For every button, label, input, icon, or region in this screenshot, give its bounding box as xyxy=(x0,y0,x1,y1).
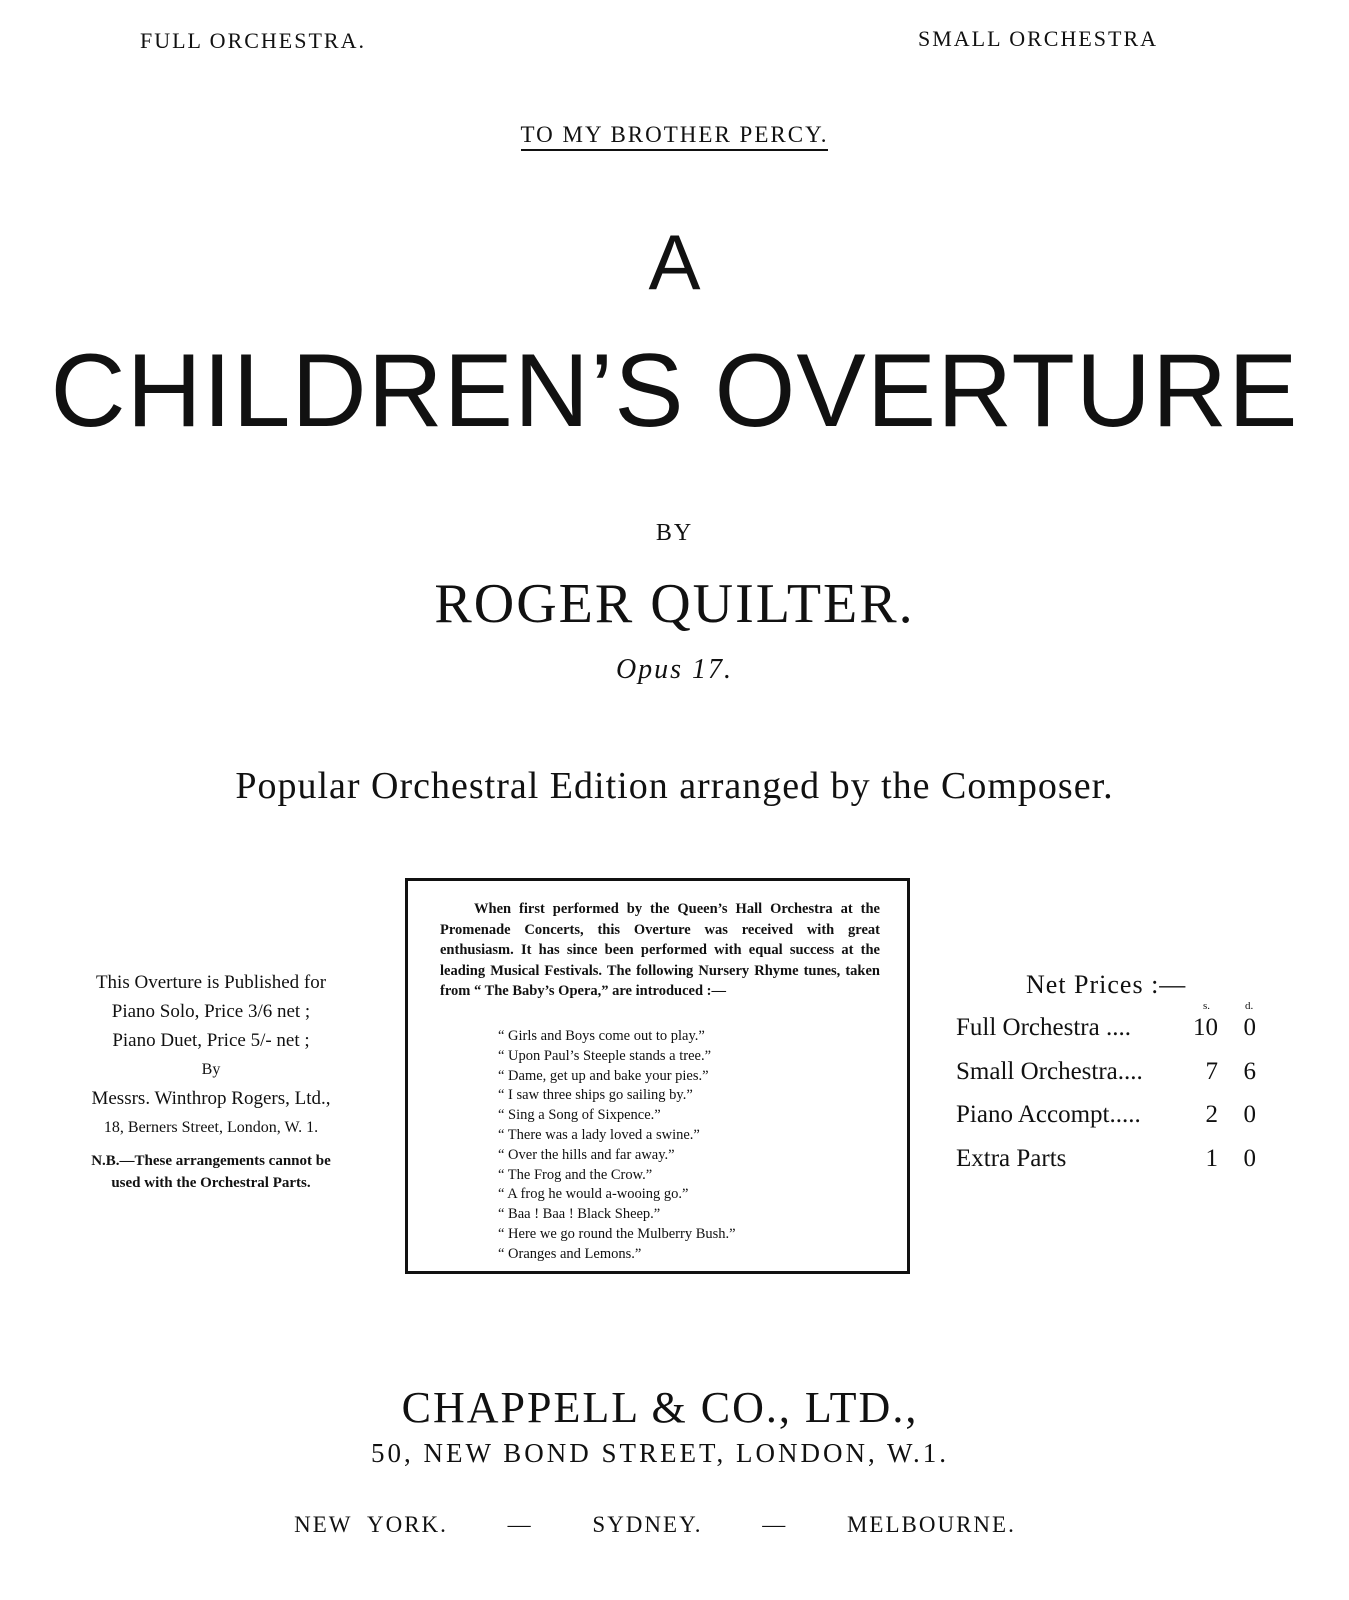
list-item: “ I saw three ships go sailing by.” xyxy=(498,1087,693,1104)
city-sydney: SYDNEY. xyxy=(592,1512,703,1537)
net-prices-title: Net Prices :— xyxy=(1026,970,1187,999)
price-shillings: 1 xyxy=(1205,1145,1218,1172)
list-item: “ There was a lady loved a swine.” xyxy=(498,1126,700,1143)
nb-line: N.B.—These arrangements cannot be xyxy=(91,1153,331,1169)
list-item: “ Sing a Song of Sixpence.” xyxy=(498,1107,661,1124)
price-pence: 0 xyxy=(1243,1145,1256,1172)
tune-list xyxy=(498,1027,898,1265)
price-row xyxy=(956,1101,1256,1135)
list-item: “ Baa ! Baa ! Black Sheep.” xyxy=(498,1206,661,1223)
separator-dash: — xyxy=(507,1512,533,1537)
dedication xyxy=(0,122,1349,148)
header-small-orchestra: SMALL ORCHESTRA xyxy=(918,26,1159,51)
title-article: A xyxy=(648,218,701,306)
publication-line: Piano Solo, Price 3/6 net ; xyxy=(111,1001,311,1022)
price-pence: 0 xyxy=(1243,1014,1256,1041)
publication-line: This Overture is Published for xyxy=(95,972,327,993)
price-label: Full Orchestra .... xyxy=(956,1014,1131,1041)
info-box xyxy=(405,878,910,1274)
list-item: “ Here we go round the Mulberry Bush.” xyxy=(498,1225,736,1242)
price-shillings: 2 xyxy=(1205,1101,1218,1128)
publication-line: Piano Duet, Price 5/- net ; xyxy=(112,1030,310,1051)
nb-note xyxy=(56,1150,366,1194)
price-label: Piano Accompt..... xyxy=(956,1101,1141,1128)
publication-line: 18, Berners Street, London, W. 1. xyxy=(103,1119,319,1136)
list-item: “ Oranges and Lemons.” xyxy=(498,1245,642,1262)
opus-number: Opus 17. xyxy=(615,654,734,685)
edition-line: Popular Orchestral Edition arranged by the Composer. xyxy=(235,765,1114,807)
list-item: “ A frog he would a-wooing go.” xyxy=(498,1186,689,1203)
list-item: “ Over the hills and far away.” xyxy=(498,1146,675,1163)
price-row xyxy=(956,1145,1256,1179)
city-melbourne: MELBOURNE. xyxy=(846,1512,1016,1537)
info-box-intro-text: When first performed by the Queen’s Hall Orchestra at the Promenade Concerts, this Overture was received with great enthusiasm. It has since been performed with equal success at the leading Musical Festivals. The following Nursery Rhyme tunes, taken from “ The Baby’s Opera,” are introduced :— xyxy=(440,901,880,999)
header-full-orchestra: FULL ORCHESTRA. xyxy=(140,28,366,53)
price-shillings: 7 xyxy=(1205,1058,1218,1085)
composer-name: ROGER QUILTER. xyxy=(434,573,915,635)
list-item: “ The Frog and the Crow.” xyxy=(498,1166,653,1183)
by-line: BY xyxy=(655,520,694,546)
publication-line: Messrs. Winthrop Rogers, Ltd., xyxy=(91,1088,331,1109)
page-title: CHILDREN’S OVERTURE xyxy=(50,333,1299,449)
publication-line: By xyxy=(201,1061,221,1078)
price-row xyxy=(956,1058,1256,1092)
pence-column-header: d. xyxy=(1245,1000,1254,1012)
list-item: “ Girls and Boys come out to play.” xyxy=(498,1028,705,1044)
price-pence: 6 xyxy=(1243,1058,1256,1085)
price-label: Small Orchestra.... xyxy=(956,1058,1143,1085)
price-label: Extra Parts xyxy=(956,1145,1067,1172)
price-row xyxy=(956,1014,1256,1048)
nb-line: used with the Orchestral Parts. xyxy=(111,1175,311,1191)
publisher-name: CHAPPELL & CO., LTD., xyxy=(401,1383,919,1432)
publisher-address: 50, NEW BOND STREET, LONDON, W.1. xyxy=(371,1438,949,1468)
price-shillings: 10 xyxy=(1193,1014,1218,1041)
separator-dash: — xyxy=(762,1512,788,1537)
publication-note xyxy=(56,968,366,1194)
cities-line xyxy=(0,1512,1310,1538)
city-new-york: NEW YORK. xyxy=(294,1512,448,1537)
shillings-column-header: s. xyxy=(1203,1000,1211,1012)
dedication-text: TO MY BROTHER PERCY. xyxy=(521,122,829,151)
price-pence: 0 xyxy=(1243,1101,1256,1128)
list-item: “ Upon Paul’s Steeple stands a tree.” xyxy=(498,1047,712,1064)
list-item: “ Dame, get up and bake your pies.” xyxy=(498,1067,709,1084)
info-box-intro xyxy=(440,899,880,1002)
